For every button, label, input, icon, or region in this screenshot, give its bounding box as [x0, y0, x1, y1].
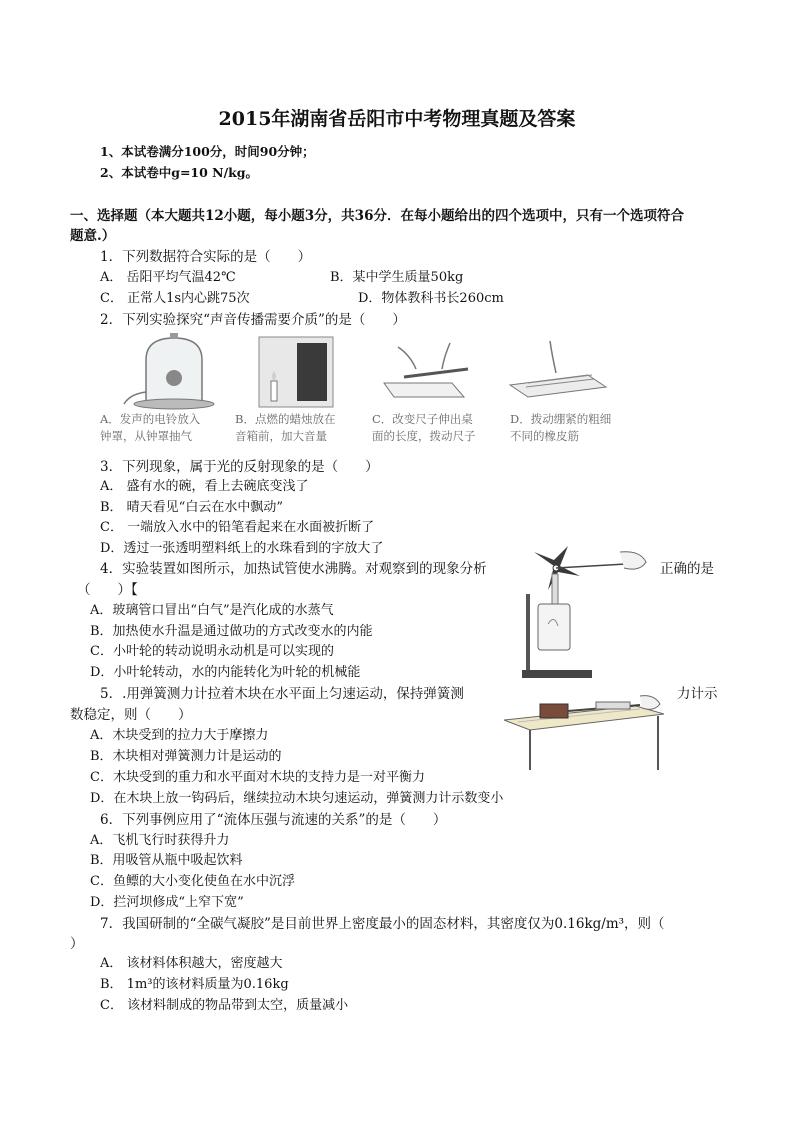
question-7-stem-cont: ） — [70, 936, 84, 952]
figure-caption-a: A．发声的电铃放入 钟罩，从钟罩抽气 — [100, 412, 201, 443]
question-4-option-c: C．小叶轮的转动说明永动机是可以实现的 — [90, 644, 334, 659]
figure-caption-d: D．拨动绷紧的粗细 不同的橡皮筋 — [510, 412, 612, 443]
question-6-option-b: B．用吸管从瓶中吸起饮料 — [90, 853, 243, 868]
question-4-stem-cont: （ ）【 — [77, 582, 138, 598]
question-3-option-d: D．透过一张透明塑料纸上的水珠看到的字放大了 — [100, 541, 384, 556]
question-7-option-b: B． 1m³的该材料质量为0.16kg — [100, 977, 289, 992]
question-5-option-b: B．木块相对弹簧测力计是运动的 — [90, 749, 282, 764]
question-6-option-a: A．飞机飞行时获得升力 — [90, 833, 230, 848]
question-1-option-c: C． 正常人1s内心跳75次 — [100, 291, 250, 306]
question-3-stem: 3．下列现象，属于光的反射现象的是（ ） — [100, 459, 379, 475]
exam-note-1: 1、本试卷满分100分，时间90分钟； — [100, 144, 315, 159]
exam-note-2: 2、本试卷中g=10 N/kg。 — [100, 165, 259, 180]
question-5-option-d: D．在木块上放一钩码后，继续拉动木块匀速运动，弹簧测力计示数变小 — [90, 791, 504, 806]
question-3-option-b: B． 晴天看见“白云在水中飘动” — [100, 500, 283, 515]
question-5-option-c: C．木块受到的重力和水平面对木块的支持力是一对平衡力 — [90, 770, 425, 785]
question-1-option-b: B．某中学生质量50kg — [330, 270, 464, 285]
question-4-stem-end: 正确的是 — [660, 561, 714, 577]
question-4-option-a: A．玻璃管口冒出“白气”是汽化成的水蒸气 — [90, 603, 334, 618]
question-5-option-a: A．木块受到的拉力大于摩擦力 — [90, 728, 269, 743]
question-5-stem: 5．.用弹簧测力计拉着木块在水平面上匀速运动，保持弹簧测 — [100, 686, 464, 702]
question-3-option-c: C． 一端放入水中的铅笔看起来在水面被折断了 — [100, 520, 375, 535]
question-4-option-d: D．小叶轮转动，水的内能转化为叶轮的机械能 — [90, 665, 361, 680]
question-5-stem-end: 力计示 — [677, 686, 718, 702]
figure-caption-c: C．改变尺子伸出桌 面的长度，拨动尺子 — [372, 412, 476, 443]
question-7-stem: 7．我国研制的“全碳气凝胶”是目前世界上密度最小的固态材料，其密度仅为0.16kg/m³，则（ — [100, 916, 665, 932]
question-1-option-d: D．物体教科书长260cm — [358, 291, 504, 306]
rubber-band-figure — [506, 333, 612, 410]
page-title: 2015年湖南省岳阳市中考物理真题及答案 — [218, 108, 576, 130]
question-3-option-a: A． 盛有水的碗，看上去碗底变浅了 — [100, 479, 309, 494]
spring-scale-block-figure — [500, 686, 668, 772]
question-6-stem: 6．下列事例应用了“流体压强与流速的关系”的是（ ） — [100, 812, 447, 828]
question-2-stem: 2．下列实验探究“声音传播需要介质”的是（ ） — [100, 312, 406, 328]
section-heading: 一、选择题（本大题共12小题，每小题3分，共36分．在每小题给出的四个选项中，只有一个选项符合 — [70, 208, 684, 224]
ruler-table-figure — [380, 335, 472, 410]
question-4-option-b: B．加热使水升温是通过做功的方式改变水的内能 — [90, 624, 373, 639]
question-1-option-a: A． 岳阳平均气温42℃ — [100, 270, 236, 285]
question-7-option-a: A． 该材料体积越大，密度越大 — [100, 956, 283, 971]
bell-jar-figure — [118, 332, 230, 410]
figure-caption-b: B．点燃的蜡烛放在 音箱前，加大音量 — [235, 412, 336, 443]
question-7-option-c: C． 该材料制成的物品带到太空，质量减小 — [100, 998, 349, 1013]
question-1-stem: 1．下列数据符合实际的是（ ） — [100, 249, 312, 265]
boiling-pinwheel-figure — [508, 544, 656, 684]
section-heading-cont: 题意.） — [70, 228, 116, 244]
question-6-option-d: D．拦河坝修成“上窄下宽” — [90, 895, 244, 910]
question-6-option-c: C．鱼鳔的大小变化使鱼在水中沉浮 — [90, 874, 295, 889]
candle-speaker-figure — [255, 335, 337, 410]
question-4-stem: 4．实验装置如图所示，加热试管使水沸腾。对观察到的现象分析 — [100, 561, 487, 577]
question-5-stem-cont: 数稳定，则（ ） — [70, 707, 192, 723]
